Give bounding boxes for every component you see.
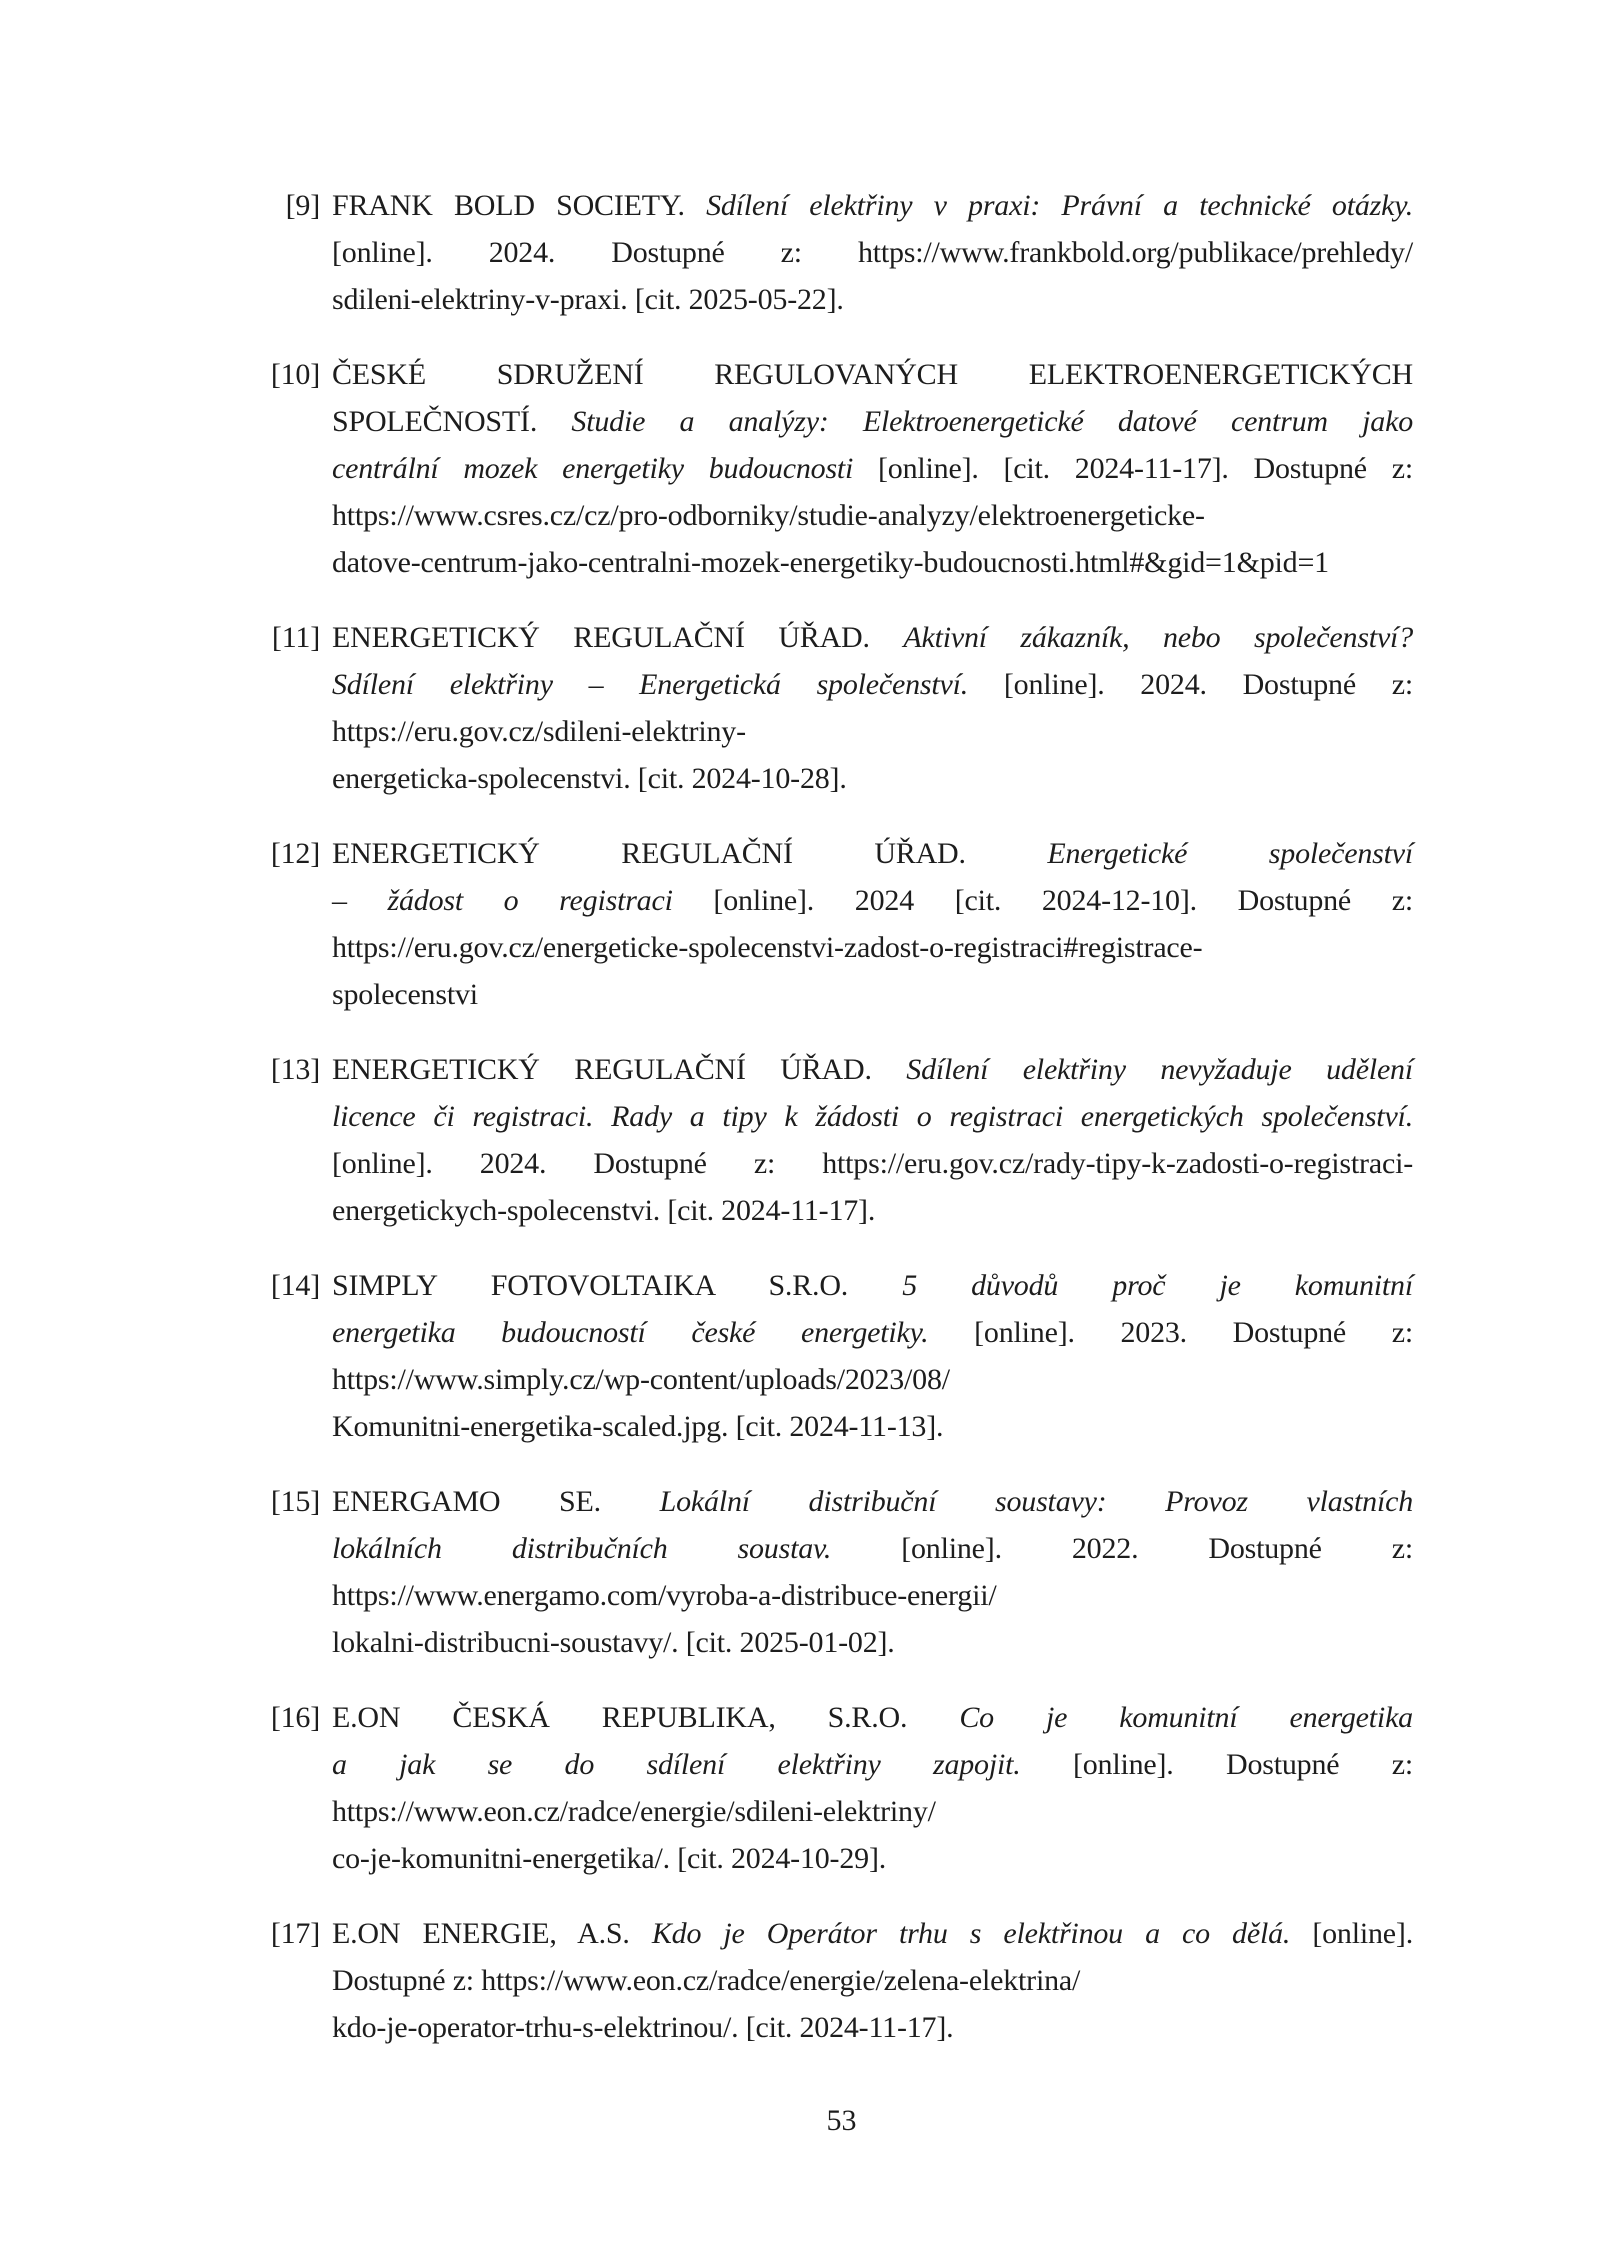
reference-line (332, 539, 1413, 586)
reference-number: [10] (270, 358, 320, 391)
reference-text: 5 důvodů proč je komunitní (902, 1269, 1413, 1302)
reference-line (332, 1356, 1413, 1403)
reference-text: Aktivní zákazník, nebo společenství? (903, 621, 1413, 654)
reference-url[interactable]: Komunitni-energetika-scaled.jpg (332, 1410, 721, 1443)
reference-item (270, 1262, 1413, 1450)
reference-text: ČESKÉ SDRUŽENÍ REGULOVANÝCH ELEKTROENERGETICKÝCH (332, 358, 1413, 391)
reference-url[interactable]: energetickych-spolecenstvi (332, 1194, 653, 1227)
reference-text: SIMPLY FOTOVOLTAIKA S.R.O. (332, 1269, 903, 1302)
reference-line (332, 755, 1413, 802)
reference-url[interactable]: https://eru.gov.cz/rady-tipy-k-zadosti-o-registraci- (822, 1147, 1413, 1180)
reference-url[interactable]: https://www.simply.cz/wp-content/uploads/2023/08/ (332, 1363, 950, 1396)
reference-url[interactable]: https://eru.gov.cz/sdileni-elektriny- (332, 715, 746, 748)
reference-number: [16] (270, 1701, 320, 1734)
reference-url[interactable]: https://www.eon.cz/radce/energie/sdileni-elektriny/ (332, 1795, 936, 1828)
reference-text: ENERGETICKÝ REGULAČNÍ ÚŘAD. (332, 1053, 907, 1086)
reference-line (332, 877, 1413, 924)
reference-number: [9] (285, 189, 320, 222)
reference-body (332, 830, 1413, 1018)
reference-item (270, 1478, 1413, 1666)
reference-line (332, 492, 1413, 539)
reference-url[interactable]: https://www.frankbold.org/publikace/prehledy/ (857, 236, 1413, 269)
reference-line (332, 1140, 1413, 1187)
reference-item (270, 182, 1413, 323)
reference-text: E.ON ENERGIE, A.S. (332, 1917, 652, 1950)
reference-text: [online]. 2022. Dostupné z: (831, 1532, 1413, 1565)
reference-text: Sdílení elektřiny v praxi: Právní a technické otázky. (706, 189, 1413, 222)
reference-line (332, 398, 1413, 445)
reference-text: ENERGAMO SE. (332, 1485, 660, 1518)
reference-url[interactable]: co-je-komunitni-energetika/ (332, 1842, 663, 1875)
bibliography-list (270, 182, 1413, 2079)
reference-line (332, 1694, 1413, 1741)
reference-text: – žádost o registraci (332, 884, 673, 917)
reference-text: [online]. 2024. Dostupné z: (968, 668, 1413, 701)
reference-text: Dostupné z: (332, 1964, 482, 1997)
reference-text: Lokální distribuční soustavy: Provoz vlastních (659, 1485, 1414, 1518)
reference-url[interactable]: energeticka-spolecenstvi (332, 762, 624, 795)
reference-url[interactable]: lokalni-distribucni-soustavy/ (332, 1626, 672, 1659)
reference-number: [14] (270, 1269, 320, 1302)
reference-line (332, 182, 1413, 229)
reference-text: . [cit. 2024-11-13]. (720, 1410, 944, 1443)
reference-line (332, 971, 1413, 1018)
reference-item (270, 1694, 1413, 1882)
reference-text: . [cit. 2025-01-02]. (671, 1626, 895, 1659)
reference-body (332, 182, 1413, 323)
reference-line (332, 1187, 1413, 1234)
reference-line (332, 661, 1413, 708)
reference-text: [online]. [cit. 2024-11-17]. Dostupné z: (853, 452, 1413, 485)
reference-number: [13] (270, 1053, 320, 1086)
reference-line (332, 1525, 1413, 1572)
reference-line (332, 1957, 1413, 2004)
reference-body (332, 614, 1413, 802)
reference-text: . [cit. 2024-11-17]. (652, 1194, 876, 1227)
reference-line (332, 1309, 1413, 1356)
reference-line (332, 276, 1413, 323)
reference-line (332, 1572, 1413, 1619)
reference-line (332, 1741, 1413, 1788)
reference-text: Studie a analýzy: Elektroenergetické datové centrum jako (571, 405, 1413, 438)
page-number: 53 (826, 2104, 857, 2137)
reference-number: [12] (270, 837, 320, 870)
reference-line (332, 1478, 1413, 1525)
reference-item (270, 1046, 1413, 1234)
reference-text: E.ON ČESKÁ REPUBLIKA, S.R.O. (332, 1701, 960, 1734)
reference-text: [online]. 2024 [cit. 2024-12-10]. Dostupné z: (672, 884, 1413, 917)
reference-text: Sdílení elektřiny nevyžaduje udělení (906, 1053, 1413, 1086)
reference-text: licence či registraci. Rady a tipy k žádosti o registraci energetických společenství. (332, 1100, 1413, 1133)
reference-url[interactable]: sdileni-elektriny-v-praxi (332, 283, 621, 316)
reference-url[interactable]: spolecenstvi (332, 978, 478, 1011)
reference-number: [15] (270, 1485, 320, 1518)
reference-item (270, 614, 1413, 802)
reference-url[interactable]: https://www.eon.cz/radce/energie/zelena-elektrina/ (481, 1964, 1081, 1997)
reference-line (332, 1910, 1413, 1957)
reference-text: [online]. 2024. Dostupné z: (332, 236, 858, 269)
reference-text: FRANK BOLD SOCIETY. (332, 189, 707, 222)
reference-line (332, 1835, 1413, 1882)
reference-text: ENERGETICKÝ REGULAČNÍ ÚŘAD. (332, 837, 1048, 870)
reference-url[interactable]: https://www.csres.cz/cz/pro-odborniky/studie-analyzy/elektroenergeticke- (332, 499, 1205, 532)
reference-line (332, 924, 1413, 971)
reference-text: [online]. Dostupné z: (1020, 1748, 1413, 1781)
reference-line (332, 1262, 1413, 1309)
reference-line (332, 1046, 1413, 1093)
reference-url[interactable]: datove-centrum-jako-centralni-mozek-energetiky-budoucnosti.html#&gid=1&pid=1 (332, 546, 1329, 579)
reference-line (332, 1403, 1413, 1450)
reference-item (270, 830, 1413, 1018)
reference-item (270, 1910, 1413, 2051)
reference-text: [online]. 2024. Dostupné z: (332, 1147, 823, 1180)
reference-body (332, 1910, 1413, 2051)
reference-text: [online]. (1290, 1917, 1414, 1950)
reference-number: [17] (270, 1917, 320, 1950)
reference-text: Kdo je Operátor trhu s elektřinou a co dělá. (651, 1917, 1291, 1950)
reference-number: [11] (271, 621, 320, 654)
reference-item (270, 351, 1413, 586)
reference-body (332, 1046, 1413, 1234)
reference-body (332, 1694, 1413, 1882)
reference-body (332, 1262, 1413, 1450)
reference-line (332, 1788, 1413, 1835)
reference-text: Sdílení elektřiny – Energetická společenství. (332, 668, 969, 701)
reference-text: . [cit. 2024-10-29]. (662, 1842, 887, 1875)
reference-line (332, 708, 1413, 755)
reference-line (332, 830, 1413, 877)
reference-text: . [cit. 2025-05-22]. (620, 283, 844, 316)
reference-text: Energetické společenství (1047, 837, 1414, 870)
reference-line (332, 2004, 1413, 2051)
reference-text: Co je komunitní energetika (959, 1701, 1413, 1734)
reference-text: SPOLEČNOSTÍ. (332, 405, 572, 438)
reference-body (332, 1478, 1413, 1666)
reference-text: energetika budoucností české energetiky. (332, 1316, 929, 1349)
reference-text: . [cit. 2024-10-28]. (623, 762, 847, 795)
reference-text: centrální mozek energetiky budoucnosti (332, 452, 854, 485)
reference-line (332, 1093, 1413, 1140)
reference-text: . [cit. 2024-11-17]. (731, 2011, 954, 2044)
reference-text: ENERGETICKÝ REGULAČNÍ ÚŘAD. (332, 621, 904, 654)
reference-url[interactable]: https://www.energamo.com/vyroba-a-distribuce-energii/ (332, 1579, 997, 1612)
reference-body (332, 351, 1413, 586)
reference-line (332, 445, 1413, 492)
reference-text: a jak se do sdílení elektřiny zapojit. (332, 1748, 1021, 1781)
reference-line (332, 1619, 1413, 1666)
reference-url[interactable]: kdo-je-operator-trhu-s-elektrinou/ (332, 2011, 732, 2044)
reference-line (332, 614, 1413, 661)
reference-line (332, 351, 1413, 398)
reference-text: [online]. 2023. Dostupné z: (928, 1316, 1413, 1349)
reference-text: lokálních distribučních soustav. (332, 1532, 832, 1565)
reference-line (332, 229, 1413, 276)
reference-url[interactable]: https://eru.gov.cz/energeticke-spolecenstvi-zadost-o-registraci#registrace- (332, 931, 1203, 964)
